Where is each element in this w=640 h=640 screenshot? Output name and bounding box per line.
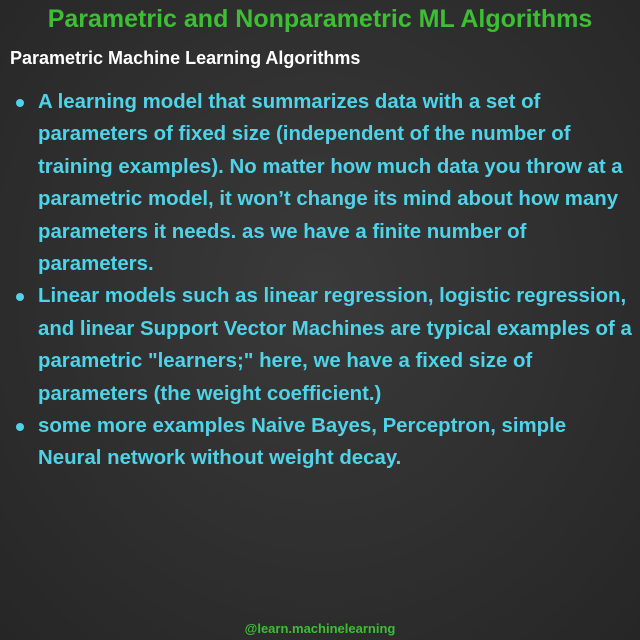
bullet-dot-icon — [16, 293, 24, 301]
list-item — [12, 280, 632, 410]
bullet-list — [12, 86, 632, 475]
list-item — [12, 86, 632, 280]
footer-handle: @learn.machinelearning — [244, 621, 396, 636]
bullet-dot-icon — [16, 99, 24, 107]
section-title: Parametric Machine Learning Algorithms — [10, 48, 361, 68]
bullet-text: Linear models such as linear regression, logistic regression, and linear Support Vector Machines are typical examples of a parametric "learners;" here, we have a fixed size of parameters (the weight coefficient.) — [38, 285, 632, 405]
list-item — [12, 410, 632, 475]
bullet-text: A learning model that summarizes data with a set of parameters of fixed size (independent of the number of training examples). No matter how much data you throw at a parametric model, it won’t change its mind about how many parameters it needs. as we have a finite number of parameters. — [38, 91, 623, 276]
bullet-dot-icon — [16, 423, 24, 431]
bullet-text: some more examples Naive Bayes, Perceptron, simple Neural network without weight decay. — [38, 415, 567, 470]
page-title: Parametric and Nonparametric ML Algorithms — [47, 5, 593, 33]
